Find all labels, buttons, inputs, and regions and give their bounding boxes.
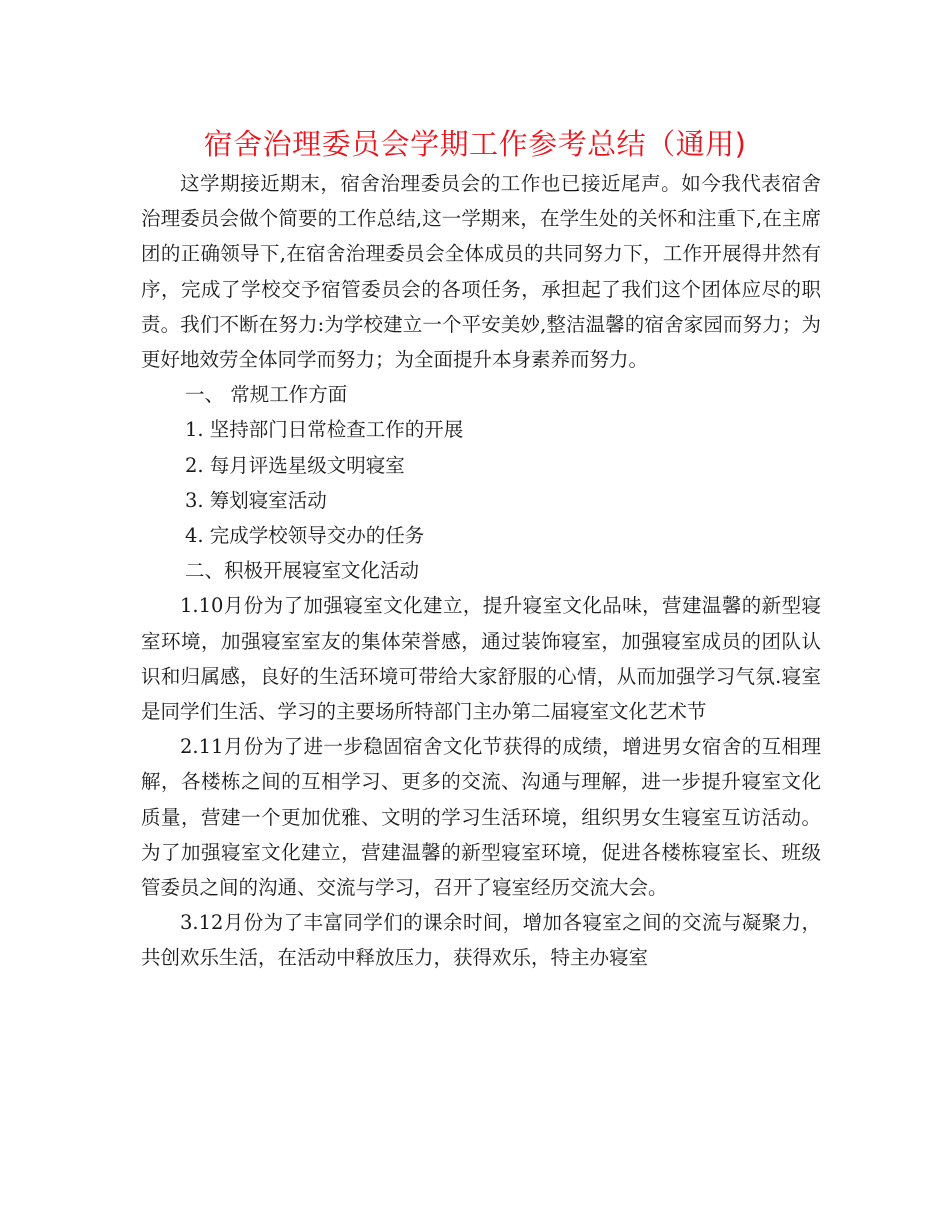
document-title: 宿舍治理委员会学期工作参考总结（通用) xyxy=(203,127,747,161)
section-1-item: 3. 筹划寝室活动 xyxy=(185,488,327,512)
activity-paragraph-november: 2.11月份为了进一步稳固宿舍文化节获得的成绩，增进男女宿舍的互相理解，各楼栋之间的互相学习、更多的交流、沟通与理解，进一步提升寝室文化质量，营建一个更加优雅、文明的学习生活环境，组织男女生寝室互访活动。为了加强寝室文化建立，营建温馨的新型寝室环境，促进各楼栋寝室长、班级管委员之间的沟通、交流与学习，召开了寝室经历交流大会。 xyxy=(141,735,821,900)
activity-paragraph-october: 1.10月份为了加强寝室文化建立，提升寝室文化品味，营建温馨的新型寝室环境，加强寝室室友的集体荣誉感，通过装饰寝室，加强寝室成员的团队认识和归属感，良好的生活环境可带给大家舒服的心情，从而加强学习气氛.寝室是同学们生活、学习的主要场所特部门主办第二届寝室文化艺术节 xyxy=(141,594,821,724)
section-2-heading: 二、积极开展寝室文化活动 xyxy=(185,559,420,583)
section-1-item: 2. 每月评选星级文明寝室 xyxy=(185,453,405,477)
document-body xyxy=(141,166,821,976)
section-1-item: 4. 完成学校领导交办的任务 xyxy=(185,524,425,548)
intro-paragraph: 这学期接近期末，宿舍治理委员会的工作也已接近尾声。如今我代表宿舍治理委员会做个简要的工作总结,这一学期来，在学生处的关怀和注重下,在主席团的正确领导下,在宿舍治理委员会全体成员的共同努力下，工作开展得井然有序，完成了学校交予宿管委员会的各项任务，承担起了我们这个团体应尽的职责。我们不断在努力:为学校建立一个平安美妙,整洁温馨的宿舍家园而努力；为更好地效劳全体同学而努力；为全面提升本身素养而努力。 xyxy=(141,172,821,372)
section-1-item: 1. 坚持部门日常检查工作的开展 xyxy=(185,418,464,442)
section-1-heading: 一、 常规工作方面 xyxy=(185,383,348,407)
activity-paragraph-december: 3.12月份为了丰富同学们的课余时间，增加各寝室之间的交流与凝聚力，共创欢乐生活，在活动中释放压力，获得欢乐，特主办寝室 xyxy=(141,911,821,970)
